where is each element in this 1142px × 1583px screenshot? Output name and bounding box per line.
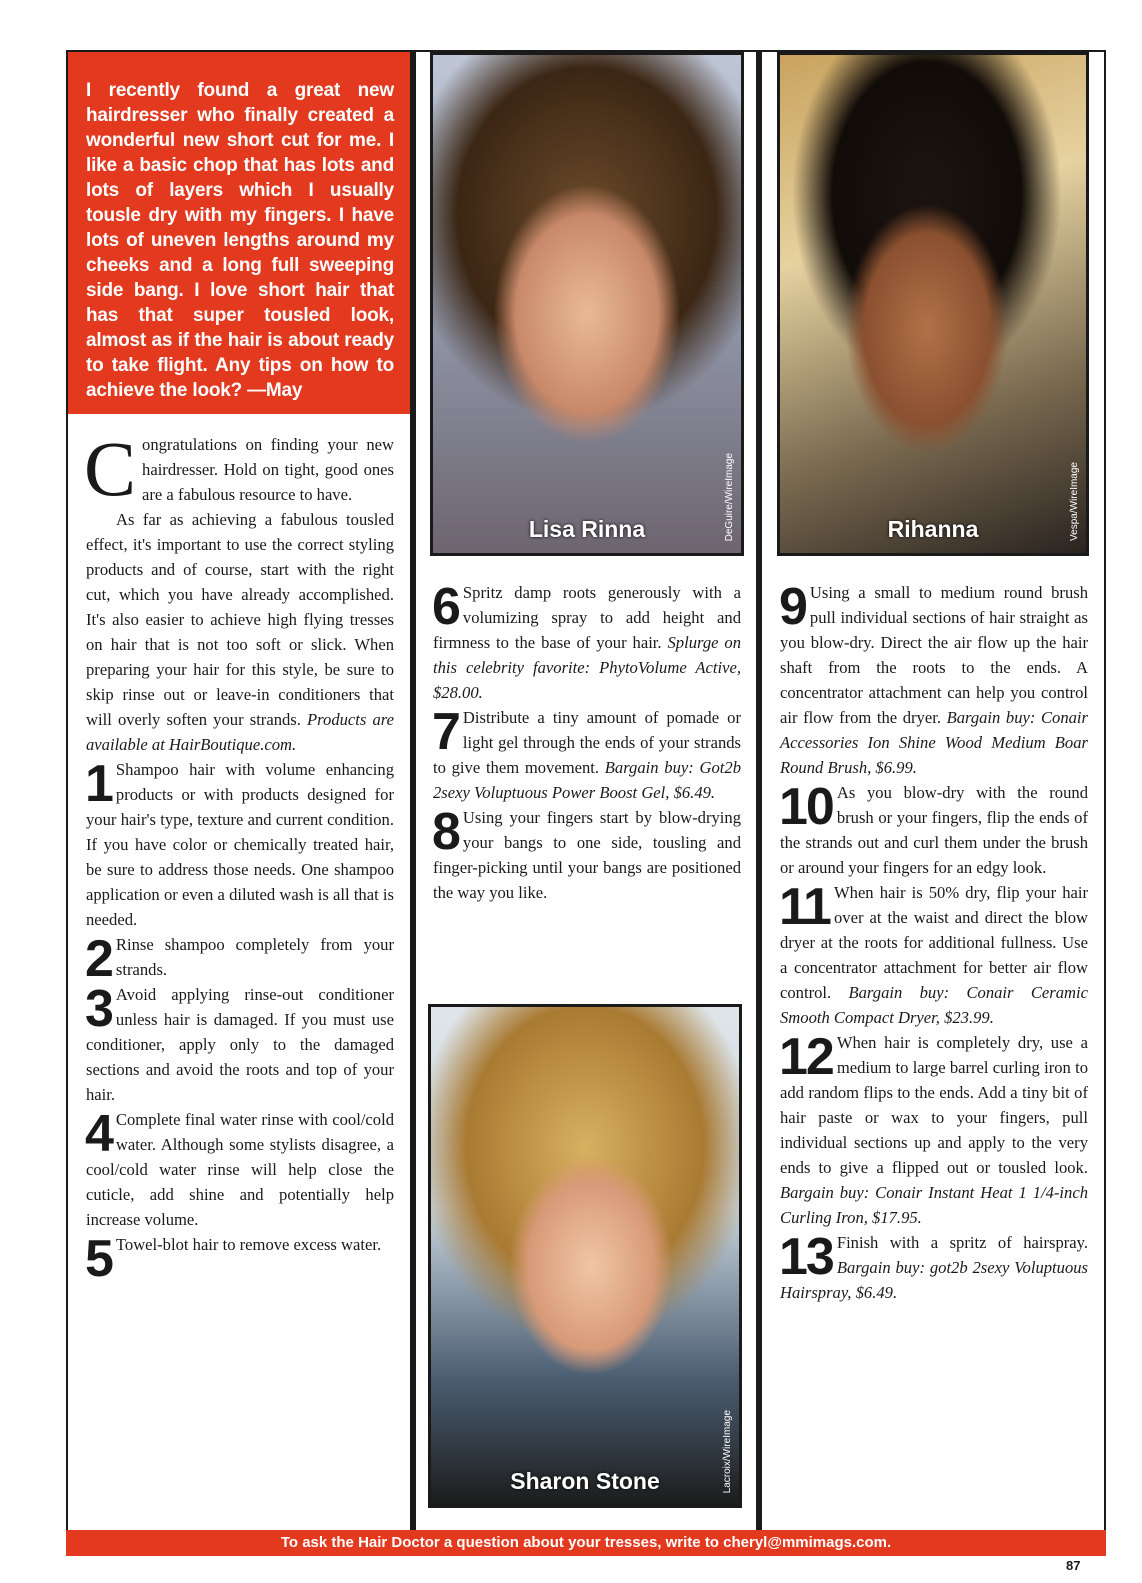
photo-caption: Rihanna — [887, 516, 979, 542]
step-5: 5 Towel-blot hair to remove excess water. — [85, 1230, 382, 1288]
step-3: 3 Avoid applying rinse-out conditioner unless hair is damaged. If you must use conditioner, apply only to the damaged sections and avoid the roots and top of your hair. — [85, 980, 394, 1104]
drop-cap: C — [84, 425, 137, 512]
step-number: 5 — [85, 1230, 112, 1288]
step-6: 6 Spritz damp roots generously with a volumizing spray to add height and firmness to the base of your hair. Splurge on this celebrity favorite: PhytoVolume Active, $28.00. — [432, 578, 741, 702]
step-8: 8 Using your fingers start by blow-drying your bangs to one side, tousling and finger-picking until your bangs are positioned the way you like. — [432, 803, 741, 902]
step-2: 2 Rinse shampoo completely from your strands. — [85, 930, 394, 988]
step-1: 1 Shampoo hair with volume enhancing products or with products designed for your hair's type, texture and current condition. If you have color or chemically treated hair, be sure to address those needs. One shampoo application or even a diluted wash is all that is needed. — [85, 755, 394, 929]
step-4: 4 Complete final water rinse with cool/cold water. Although some stylists disagree, a cool/cold water rinse will help close the cuticle, add shine and potentially help increase volume. — [85, 1105, 394, 1229]
photo-credit: DeGuire/WireImage — [724, 452, 735, 541]
photo-rihanna — [777, 52, 1089, 556]
column-rule-2 — [756, 50, 762, 1533]
photo-credit: Lacroix/WireImage — [722, 1409, 733, 1493]
column-3 — [780, 580, 1088, 1305]
step-number: 4 — [85, 1105, 112, 1163]
answer-intro: Congratulations on finding your new hairdresser. Hold on tight, good ones are a fabulous resource to have. — [84, 425, 394, 512]
step-11: 11 When hair is 50% dry, flip your hair over at the waist and direct the blow dryer at the roots for additional fullness. Use a concentrator attachment for better air flow control. Bargain buy: Conair Ceramic Smooth Compact Dryer, $23.99. — [779, 878, 1088, 1027]
step-number: 2 — [85, 930, 112, 988]
footer-banner: To ask the Hair Doctor a question about your tresses, write to cheryl@mmimags.com. — [66, 1530, 1106, 1556]
step-number: 1 — [85, 755, 112, 813]
step-number: 11 — [779, 878, 830, 936]
step-number: 3 — [85, 980, 112, 1038]
step-number: 6 — [432, 578, 459, 636]
photo-lisa-rinna — [430, 52, 744, 556]
step-number: 7 — [432, 703, 459, 761]
step-10: 10 As you blow-dry with the round brush or your fingers, flip the ends of the strands out and curl them under the brush or around your fingers for an edgy look. — [779, 778, 1088, 877]
photo-credit: Vespa/WireImage — [1069, 462, 1080, 541]
photo-sharon-stone — [428, 1004, 742, 1508]
step-number: 12 — [779, 1028, 833, 1086]
photo-caption: Sharon Stone — [510, 1468, 660, 1494]
step-7: 7 Distribute a tiny amount of pomade or light gel through the ends of your strands to give them movement. Bargain buy: Got2b 2sexy Voluptuous Power Boost Gel, $6.49. — [432, 703, 741, 802]
photo-caption: Lisa Rinna — [528, 516, 646, 542]
answer-paragraph: As far as achieving a fabulous tousled effect, it's important to use the correct styling products and of course, start with the right cut, which you have already accomplished. It's also easier to achieve high flying tresses on hair that is not too soft or slick. When preparing your hair for this style, be sure to skip rinse out or leave-in conditioners that will overly soften your strands. Products are available at HairBoutique.com. — [86, 510, 394, 754]
step-number: 13 — [779, 1228, 833, 1286]
step-number: 9 — [779, 578, 806, 636]
reader-question: I recently found a great new hairdresser who finally created a wonderful new short cut for me. I like a basic chop that has lots and lots of layers which I usually tousle dry with my fingers. I have lots of uneven lengths around my cheeks and a long full sweeping side bang. I love short hair that has that super tousled look, almost as if the hair is about ready to take flight. Any tips on how to achieve the look? —May — [68, 52, 410, 414]
column-2-upper — [433, 580, 741, 905]
column-rule-1 — [410, 50, 416, 1533]
step-12: 12 When hair is completely dry, use a medium to large barrel curling iron to add random flips to the ends. Add a tiny bit of hair paste or wax to your fingers, pull individual sections up and apply to the very ends to give a flipped out or tousled look. Bargain buy: Conair Instant Heat 1 1/4-inch Curling Iron, $17.95. — [779, 1028, 1088, 1227]
page-number: 87 — [1066, 1558, 1081, 1573]
column-1 — [84, 425, 394, 1288]
step-13: 13 Finish with a spritz of hairspray. Bargain buy: got2b 2sexy Voluptuous Hairspray, $6.49. — [779, 1228, 1088, 1302]
step-number: 8 — [432, 803, 459, 861]
step-9: 9 Using a small to medium round brush pull individual sections of hair straight as you blow-dry. Direct the air flow up the hair shaft from the roots to the ends. A concentrator attachment can help you control air flow from the dryer. Bargain buy: Conair Accessories Ion Shine Wood Medium Boar Round Brush, $6.99. — [779, 578, 1088, 777]
step-number: 10 — [779, 778, 833, 836]
